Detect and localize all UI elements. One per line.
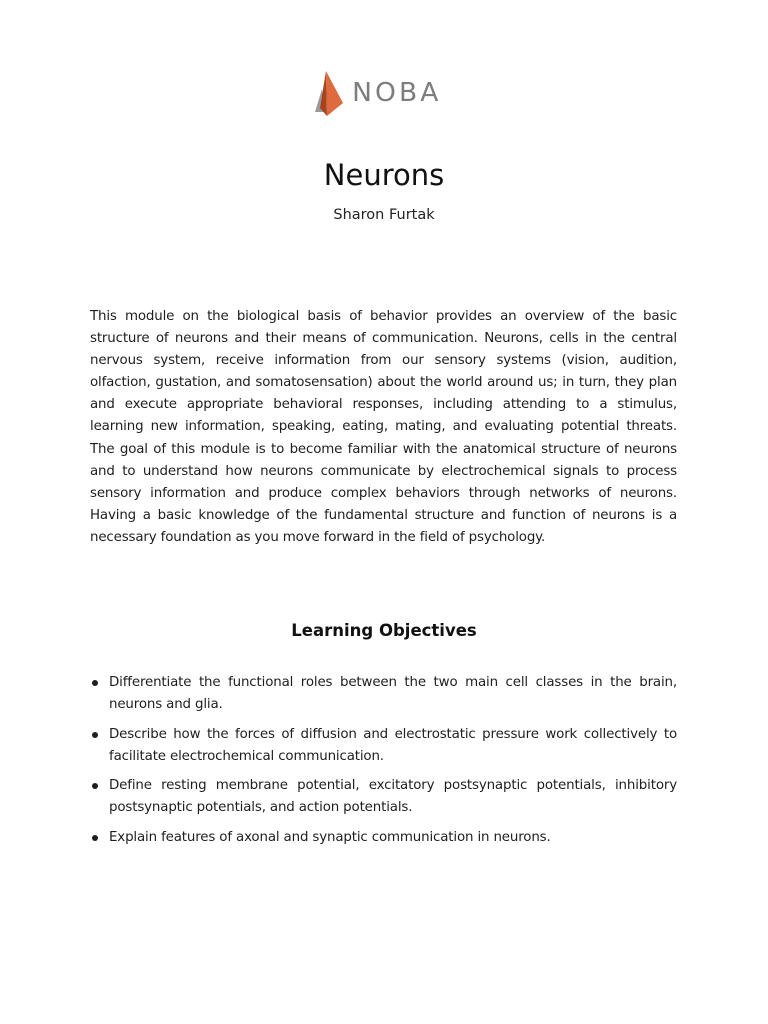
bullet-icon: [92, 732, 98, 738]
page-title: Neurons: [323, 158, 445, 192]
author-name: Sharon Furtak: [333, 207, 435, 223]
learning-objectives-heading: Learning Objectives: [291, 621, 477, 640]
learning-objectives-list: [90, 672, 677, 857]
bullet-icon: [92, 680, 98, 686]
list-item-text: Define resting membrane potential, excitatory postsynaptic potentials, inhibitory postsynaptic potentials, and action potentials.: [109, 778, 677, 816]
list-item-text: Describe how the forces of diffusion and electrostatic pressure work collectively to facilitate electrochemical communication.: [109, 726, 677, 764]
list-item-text: Differentiate the functional roles between the two main cell classes in the brain, neurons and glia.: [109, 675, 677, 713]
noba-logo: [312, 70, 441, 116]
list-item: [90, 672, 677, 716]
logo-wordmark: NOBA: [352, 78, 442, 108]
bullet-icon: [92, 835, 98, 841]
list-item: [90, 775, 677, 819]
abstract-paragraph: This module on the biological basis of behavior provides an overview of the basic structure of neurons and their means of communication. Neurons, cells in the central nervous system, receive information from our sensory systems (vision, audition, olfaction, gustation, and somatosensation) about the world around us; in turn, they plan and execute appropriate behavioral responses, including attending to a stimulus, learning new information, speaking, eating, mating, and evaluating potential threats. The goal of this module is to become familiar with the anatomical structure of neurons and to understand how neurons communicate by electrochemical signals to process sensory information and produce complex behaviors through networks of neurons. Having a basic knowledge of the fundamental structure and function of neurons is a necessary foundation as you move forward in the field of psychology.: [90, 309, 677, 545]
list-item: [90, 724, 677, 768]
bullet-icon: [92, 783, 98, 789]
list-item: [90, 827, 677, 849]
noba-flame-icon: [312, 70, 344, 116]
list-item-text: Explain features of axonal and synaptic communication in neurons.: [109, 830, 551, 846]
